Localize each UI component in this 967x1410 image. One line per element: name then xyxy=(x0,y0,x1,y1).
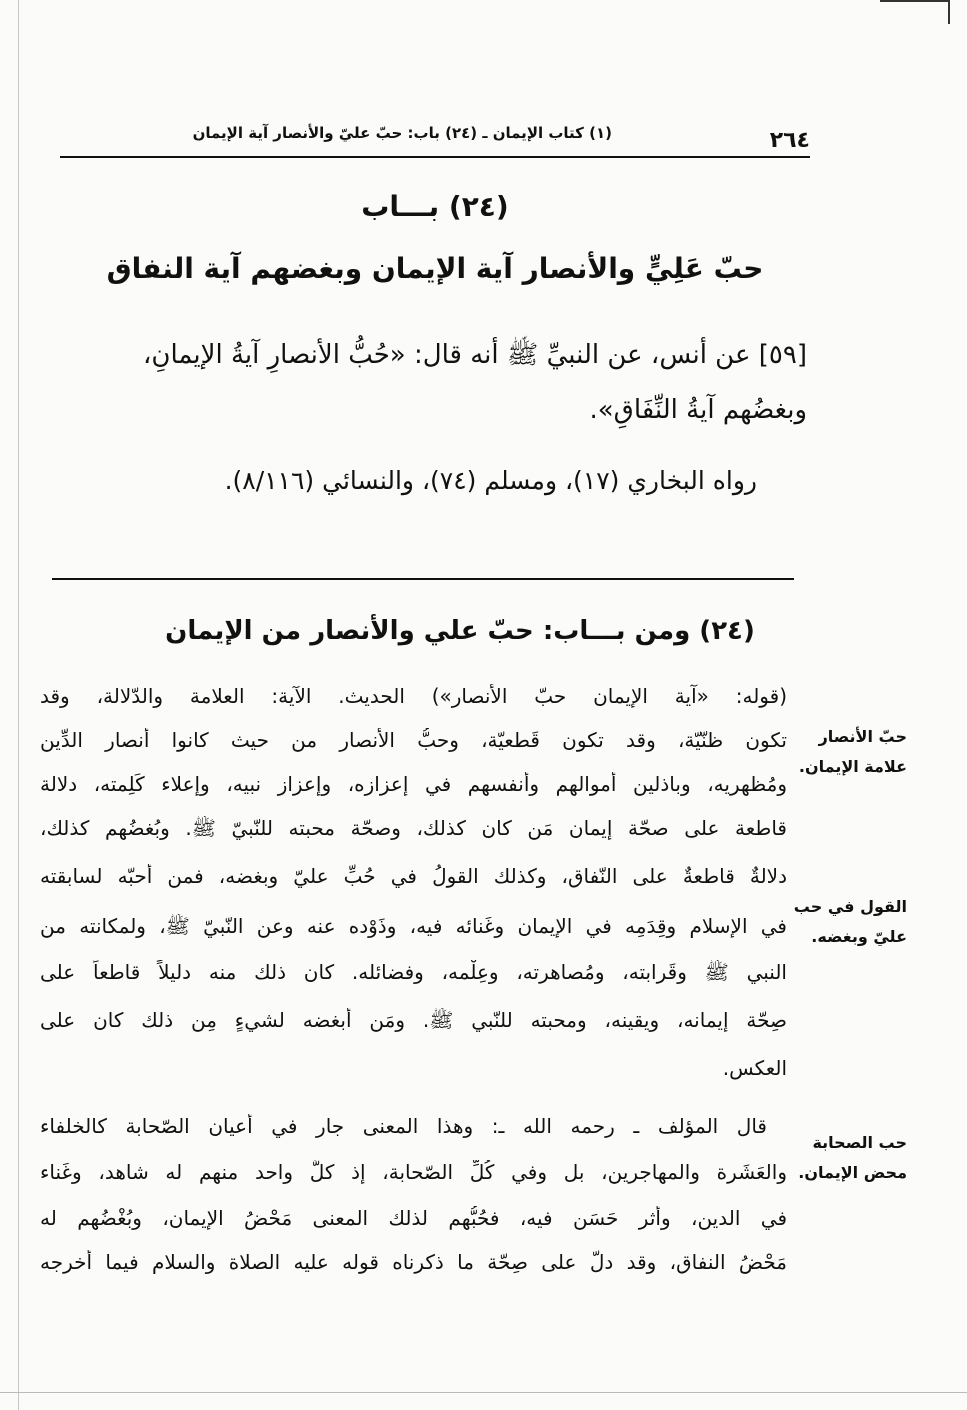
commentary-line: ومُظهِريه، وباذلين أموالهم وأنفسهم في إعزازه، وإعزاز نبيه، وإعلاء كَلِمته، دلالة xyxy=(40,772,787,796)
section-divider xyxy=(52,578,794,580)
chapter-title: حبّ عَلِيٍّ والأنصار آية الإيمان وبغضهم آية النفاق xyxy=(106,252,764,285)
commentary-line: في الإسلام وقِدَمِه في الإيمان وغَنائه فيه، وذَوْده عنه وعن النّبيّ ﷺ، ولمكانته من xyxy=(40,914,787,938)
commentary-line: قال المؤلف ـ رحمه الله ـ: وهذا المعنى جارٍ في أعيان الصّحابة كالخلفاء xyxy=(40,1114,767,1138)
page-header xyxy=(60,118,810,154)
commentary-line: قاطعة على صحّة إيمان مَن كان كذلك، وصحّة محبته للنّبيّ ﷺ. وبُغضُهم كذلك، xyxy=(40,816,787,840)
chapter-number: (٢٤) بـــاب xyxy=(361,190,509,223)
hadith-reference: رواه البخاري (١٧)، ومسلم (٧٤)، والنسائي (٨/١١٦). xyxy=(224,466,757,495)
commentary-line: مَحْضُ النفاق، وقد دلّ على صِحّة ما ذكرناه قوله عليه الصلاة والسلام فيما أخرجه xyxy=(40,1250,787,1274)
commentary-line: (قوله: «آية الإيمان حبّ الأنصار») الحديث. الآية: العلامة والدّلالة، وقد xyxy=(40,684,787,708)
header-rule xyxy=(60,156,810,158)
commentary-line: والعَشَرة والمهاجرين، بل وفي كُلِّ الصّحابة، إذ كلٌّ واحد منهم له شاهد، وغَناء xyxy=(40,1160,787,1184)
commentary-line: العكس. xyxy=(722,1056,787,1080)
margin-note: القول في حب عليّ وبغضه. xyxy=(793,897,907,946)
running-head: (١) كتاب الإيمان ـ (٢٤) باب: حبّ عليّ والأنصار آية الإيمان xyxy=(192,124,612,142)
page-corner-mark xyxy=(880,0,950,24)
margin-note: حبّ الأنصار علامة الإيمان. xyxy=(798,727,907,776)
commentary-line: في الدين، وأثر حَسَن فيه، فحُبُّهم لذلك المعنى مَحْضُ الإيمان، وبُغْضُهم له xyxy=(40,1206,787,1230)
page-edge xyxy=(18,0,19,1410)
hadith-line-2: وبغضُهم آيةُ النِّفَاقِ». xyxy=(589,395,807,425)
commentary-title: (٢٤) ومن بـــاب: حبّ علي والأنصار من الإيمان xyxy=(165,616,755,646)
page-number: ٢٦٤ xyxy=(769,128,810,153)
commentary-line: النبي ﷺ وقَرابته، ومُصاهرته، وعِلْمه، وفضائله. كان ذلك منه دليلاً قاطعاً على xyxy=(40,960,787,984)
margin-note: حب الصحابة محض الإيمان. xyxy=(798,1133,907,1182)
commentary-line: تكون ظنّيّة، وقد تكون قَطعيّة، وحبُّ الأنصار من حيث كانوا أنصار الدِّين xyxy=(40,728,787,752)
commentary-line: صِحّة إيمانه، ويقينه، ومحبته للنّبي ﷺ. ومَن أبغضه لشيءٍ مِن ذلك كان على xyxy=(40,1008,787,1032)
commentary-line: دلالةٌ قاطعةٌ على النّفاق، وكذلك القولُ في حُبِّ عليّ وبغضه، فمن أحبّه لسابقته xyxy=(40,864,787,888)
page-bottom-edge xyxy=(0,1392,967,1393)
hadith-line-1: [٥٩] عن أنس، عن النبيِّ ﷺ أنه قال: «حُبُّ الأنصارِ آيةُ الإيمانِ، xyxy=(142,340,807,370)
